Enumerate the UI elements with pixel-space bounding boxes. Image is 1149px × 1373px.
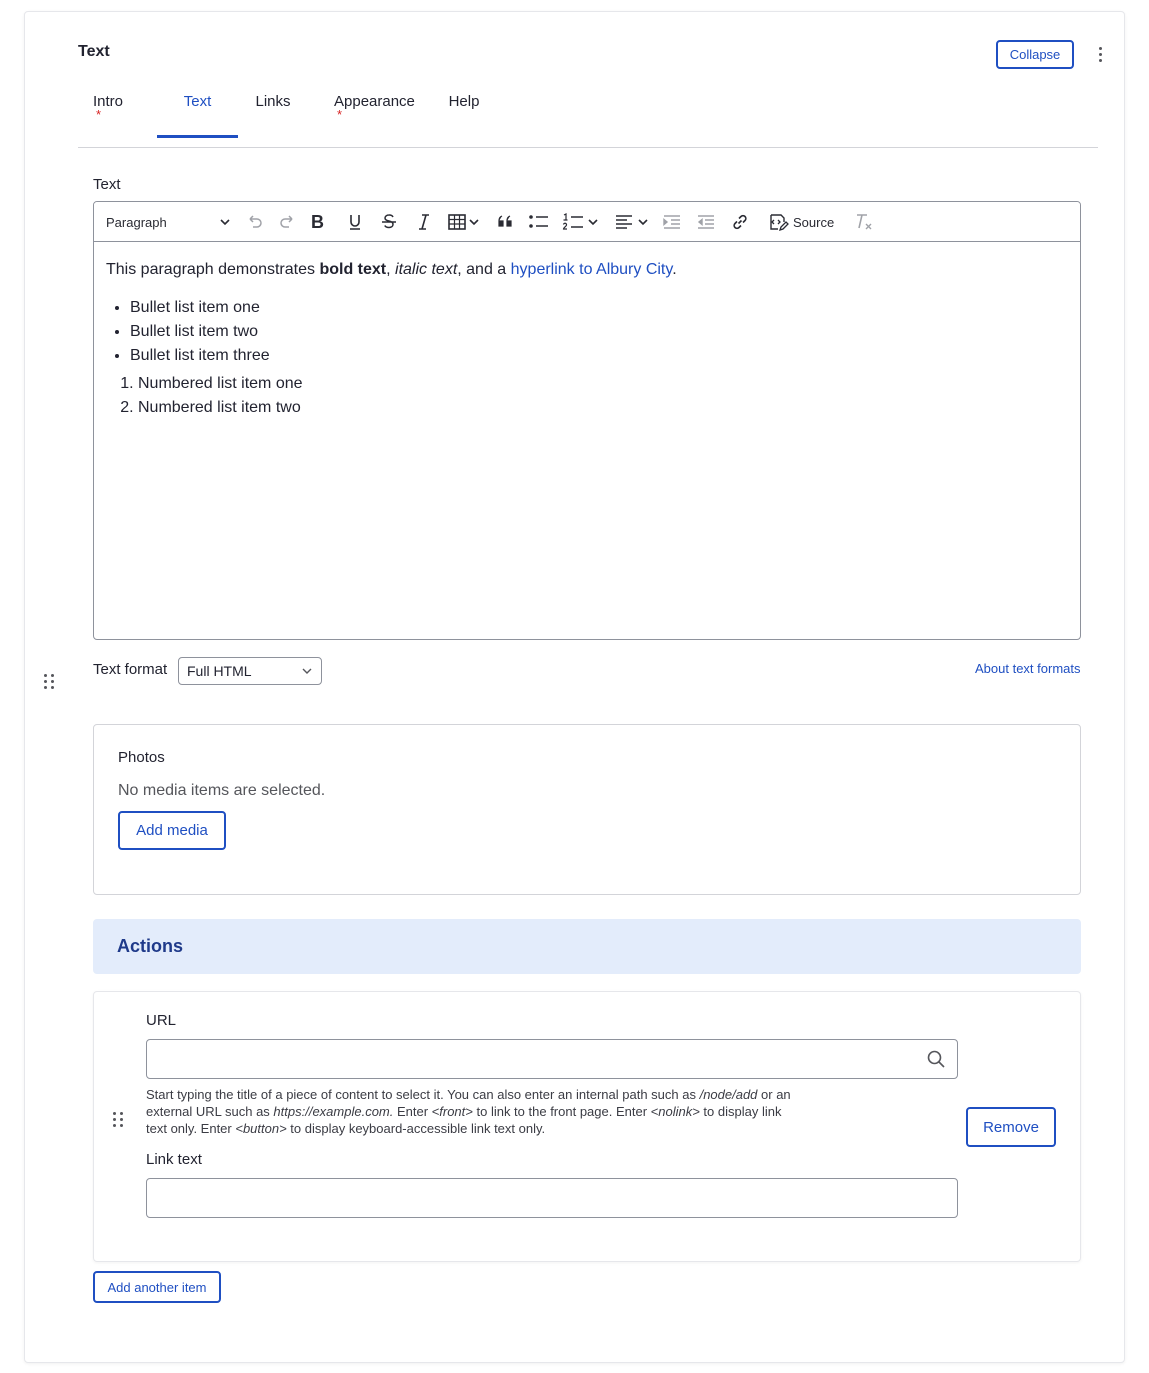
tab-bar — [78, 92, 1098, 148]
drag-handle-icon[interactable] — [44, 674, 54, 689]
text-field-label: Text — [93, 176, 121, 193]
rich-text-editor — [93, 201, 1081, 640]
url-input[interactable] — [146, 1039, 958, 1079]
list-item: • Bullet list item one — [130, 296, 1068, 320]
editor-content[interactable] — [94, 242, 1080, 434]
redo-icon[interactable] — [278, 211, 298, 233]
italic-text: italic text — [395, 261, 458, 278]
chevron-down-icon — [638, 217, 648, 227]
editor-paragraph: This paragraph demonstrates bold text, italic text, and a hyperlink to Albury City. — [106, 261, 677, 278]
tab-text[interactable] — [157, 92, 238, 138]
list-item: • Bullet list item two — [130, 320, 1068, 344]
link-icon[interactable] — [730, 211, 750, 233]
url-help-text: Start typing the title of a piece of content to select it. You can also enter an internal path such as /node/add or an external URL such as https://example.com. Enter <front> to link to the front page. Enter <nolink> to display link text only. Enter <button> to display keyboard-accessible link text only. — [146, 1087, 791, 1136]
tab-label: Intro — [93, 93, 124, 110]
align-icon[interactable] — [614, 211, 648, 233]
add-another-item-button[interactable]: Add another item — [93, 1271, 221, 1303]
list-item: 1. Numbered list item one — [138, 372, 1068, 396]
tab-help[interactable] — [446, 92, 482, 138]
tab-label: Links — [255, 93, 291, 110]
photos-title: Photos — [118, 749, 165, 766]
italic-icon[interactable] — [414, 211, 434, 233]
required-marker: * — [96, 107, 102, 122]
text-format-value: Full HTML — [187, 663, 252, 679]
tabs-divider — [78, 147, 1098, 148]
photos-empty-message: No media items are selected. — [118, 782, 326, 799]
search-icon — [926, 1049, 946, 1069]
paragraph-format-dropdown[interactable] — [106, 211, 230, 233]
chevron-down-icon — [220, 217, 230, 227]
card-title: Text — [78, 43, 110, 60]
add-media-button[interactable]: Add media — [118, 811, 226, 850]
editor-toolbar — [94, 202, 1080, 242]
outdent-icon[interactable] — [696, 211, 716, 233]
tab-label: Text — [183, 93, 212, 110]
paragraph-card — [24, 11, 1125, 1363]
link-text-label: Link text — [146, 1151, 202, 1168]
bold-text: bold text — [319, 261, 387, 278]
numbered-list — [106, 372, 1068, 420]
strikethrough-icon[interactable] — [379, 211, 399, 233]
tab-label: Help — [448, 93, 480, 110]
tab-appearance[interactable] — [334, 92, 418, 138]
list-item: • Bullet list item three — [130, 344, 1068, 368]
link-item — [93, 991, 1081, 1262]
source-button[interactable] — [767, 211, 834, 233]
chevron-down-icon — [588, 217, 598, 227]
tab-intro[interactable] — [78, 92, 138, 138]
bold-icon[interactable]: B — [311, 211, 324, 232]
about-text-formats-link[interactable]: About text formats — [975, 661, 1081, 676]
bullet-list — [106, 296, 1068, 368]
bullet-list-icon[interactable] — [528, 211, 550, 233]
indent-icon[interactable] — [662, 211, 682, 233]
chevron-down-icon — [469, 217, 479, 227]
underline-icon[interactable] — [345, 211, 365, 233]
url-label: URL — [146, 1012, 177, 1029]
remove-button[interactable]: Remove — [966, 1107, 1056, 1147]
drag-handle-icon[interactable] — [113, 1112, 123, 1127]
actions-header — [93, 919, 1081, 974]
editor-hyperlink[interactable]: hyperlink to Albury City — [510, 261, 673, 278]
undo-icon[interactable] — [244, 211, 264, 233]
source-icon — [767, 211, 789, 233]
remove-format-icon[interactable] — [852, 211, 874, 233]
list-item: 2. Numbered list item two — [138, 396, 1068, 420]
paragraph-label: Paragraph — [106, 214, 167, 230]
collapse-button[interactable]: Collapse — [996, 40, 1074, 69]
blockquote-icon[interactable] — [496, 211, 516, 233]
text-format-label: Text format — [93, 661, 168, 678]
photos-field — [93, 724, 1081, 895]
chevron-down-icon — [301, 665, 313, 677]
link-text-input[interactable] — [146, 1178, 958, 1218]
kebab-icon[interactable] — [1091, 42, 1109, 66]
tab-links[interactable] — [250, 92, 296, 138]
numbered-list-icon[interactable] — [562, 211, 598, 233]
table-icon[interactable] — [447, 211, 479, 233]
source-label: Source — [793, 214, 835, 230]
required-marker: * — [337, 107, 343, 122]
actions-title: Actions — [117, 936, 184, 956]
tab-label: Appearance — [334, 93, 415, 110]
text-format-select[interactable] — [178, 657, 322, 685]
